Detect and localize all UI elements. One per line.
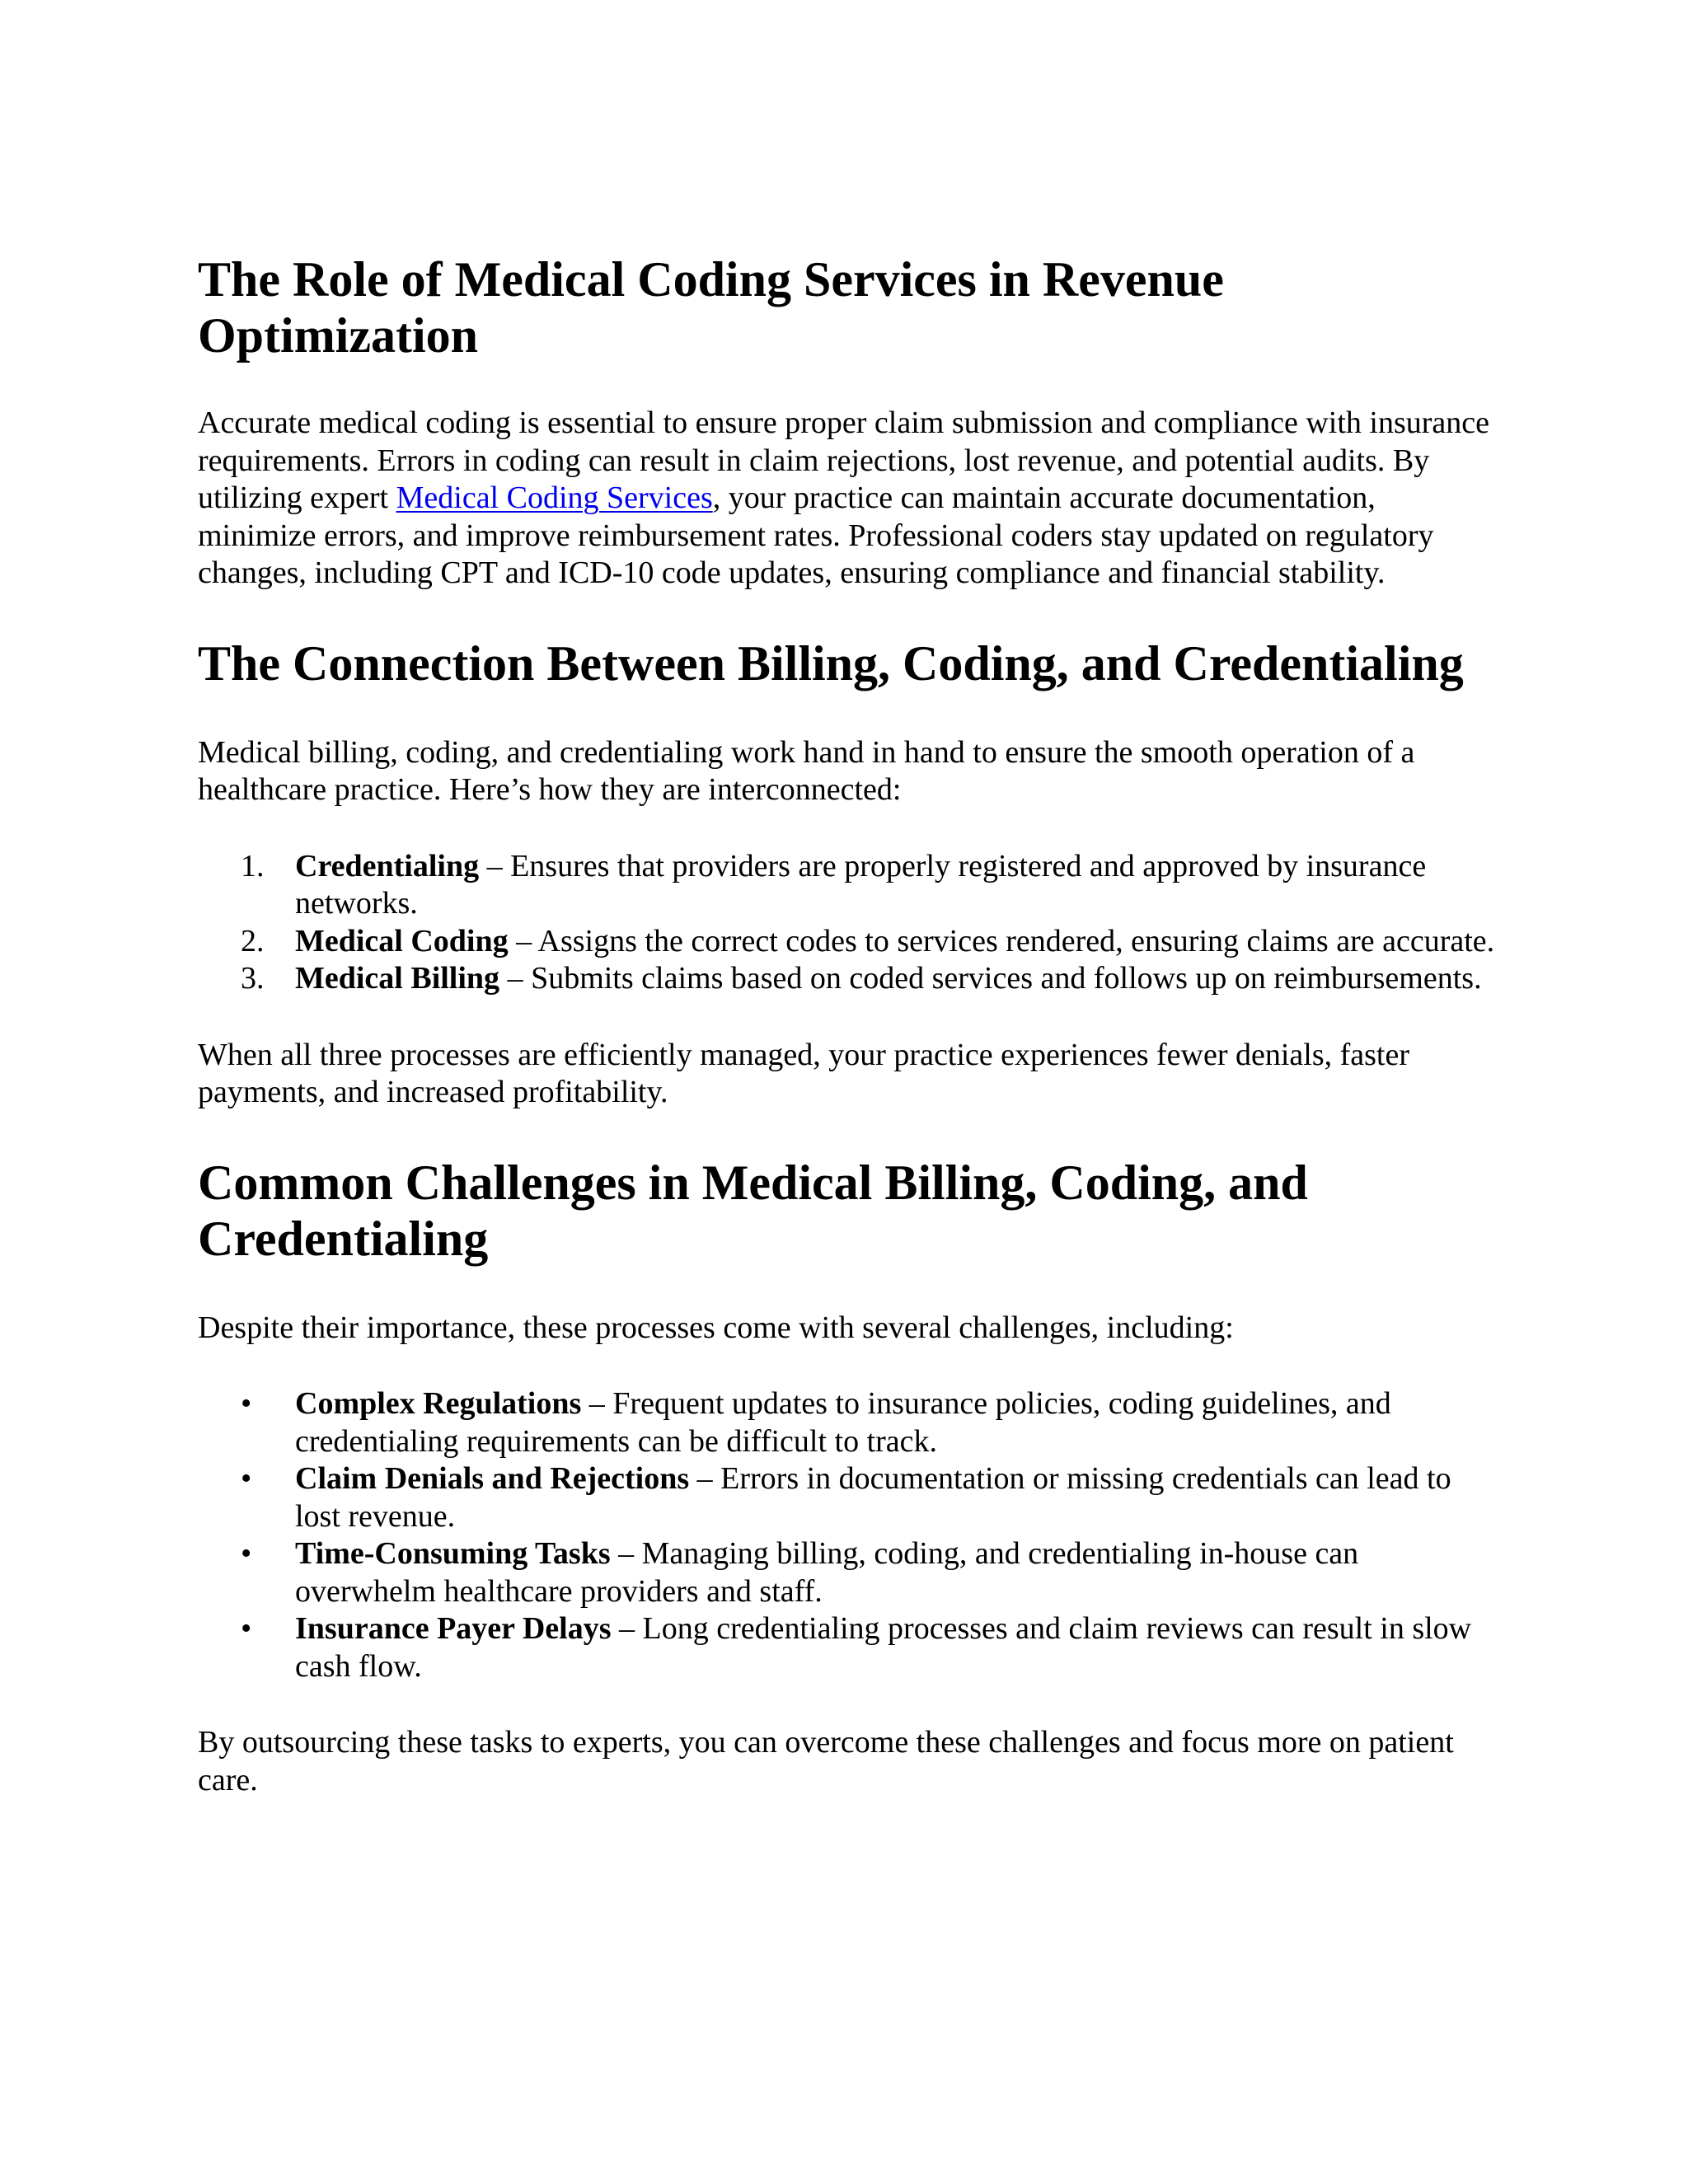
list-item-text: – Assigns the correct codes to services rendered, ensuring claims are accurate. [508, 923, 1495, 958]
list-item [198, 960, 1500, 998]
list-item-term: Claim Denials and Rejections [295, 1461, 690, 1496]
list-item [198, 1610, 1500, 1685]
list-item-term: Insurance Payer Delays [295, 1611, 612, 1646]
section-heading-role: The Role of Medical Coding Services in Revenue Optimization [198, 252, 1224, 363]
bullet-icon: • [241, 1386, 252, 1421]
medical-coding-services-link[interactable]: Medical Coding Services [396, 480, 713, 515]
role-paragraph-start: Accurate medical coding is essential to ensure proper claim submission and compliance with insurance requirements. Errors in coding can result in claim rejections, lost revenue, and potential audits. By utilizing expert [198, 405, 1490, 515]
connection-conclusion: When all three processes are efficiently managed, your practice experiences fewer denials, faster payments, and increased profitability. [198, 1037, 1409, 1109]
list-item-term: Medical Coding [295, 923, 509, 958]
challenges-intro: Despite their importance, these processes come with several challenges, including: [198, 1310, 1234, 1345]
section-heading-connection: The Connection Between Billing, Coding, and Credentialing [198, 635, 1464, 691]
list-item-text: – Managing billing, coding, and credentialing in-house can overwhelm healthcare providers and staff. [295, 1536, 1359, 1609]
list-item-text: – Submits claims based on coded services and follows up on reimbursements. [499, 961, 1482, 996]
list-item [198, 848, 1500, 923]
list-number: 3. [241, 961, 265, 996]
list-item-term: Complex Regulations [295, 1386, 582, 1421]
bullet-list [198, 1385, 1500, 1685]
numbered-list [198, 848, 1500, 998]
role-paragraph [198, 405, 1500, 593]
list-item-term: Medical Billing [295, 961, 500, 996]
list-item-text: – Ensures that providers are properly registered and approved by insurance networks. [295, 848, 1427, 921]
list-item [198, 1385, 1500, 1460]
list-item-term: Time-Consuming Tasks [295, 1536, 611, 1571]
role-paragraph-end: , your practice can maintain accurate documentation, minimize errors, and improve reimbursement rates. Professional coders stay updated on regulatory changes, including CPT and ICD-10 code updates, ensuring compliance and financial stability. [198, 480, 1434, 590]
connection-intro: Medical billing, coding, and credentialing work hand in hand to ensure the smooth operation of a healthcare practice. Here’s how they are interconnected: [198, 734, 1415, 807]
list-item-term: Credentialing [295, 848, 480, 883]
list-item-text: – Errors in documentation or missing credentials can lead to lost revenue. [295, 1461, 1451, 1534]
list-number: 1. [241, 848, 265, 883]
list-item-text: – Long credentialing processes and claim reviews can result in slow cash flow. [295, 1611, 1472, 1684]
document-page [198, 251, 1500, 1799]
list-number: 2. [241, 923, 265, 958]
bullet-icon: • [241, 1536, 252, 1571]
bullet-icon: • [241, 1611, 252, 1646]
list-item [198, 923, 1500, 961]
challenges-conclusion: By outsourcing these tasks to experts, you can overcome these challenges and focus more on patient care. [198, 1725, 1454, 1797]
bullet-icon: • [241, 1461, 252, 1496]
list-item [198, 1535, 1500, 1610]
section-heading-challenges: Common Challenges in Medical Billing, Coding, and Credentialing [198, 1155, 1308, 1266]
list-item-text: – Frequent updates to insurance policies, coding guidelines, and credentialing requirements can be difficult to track. [295, 1386, 1391, 1459]
list-item [198, 1460, 1500, 1535]
